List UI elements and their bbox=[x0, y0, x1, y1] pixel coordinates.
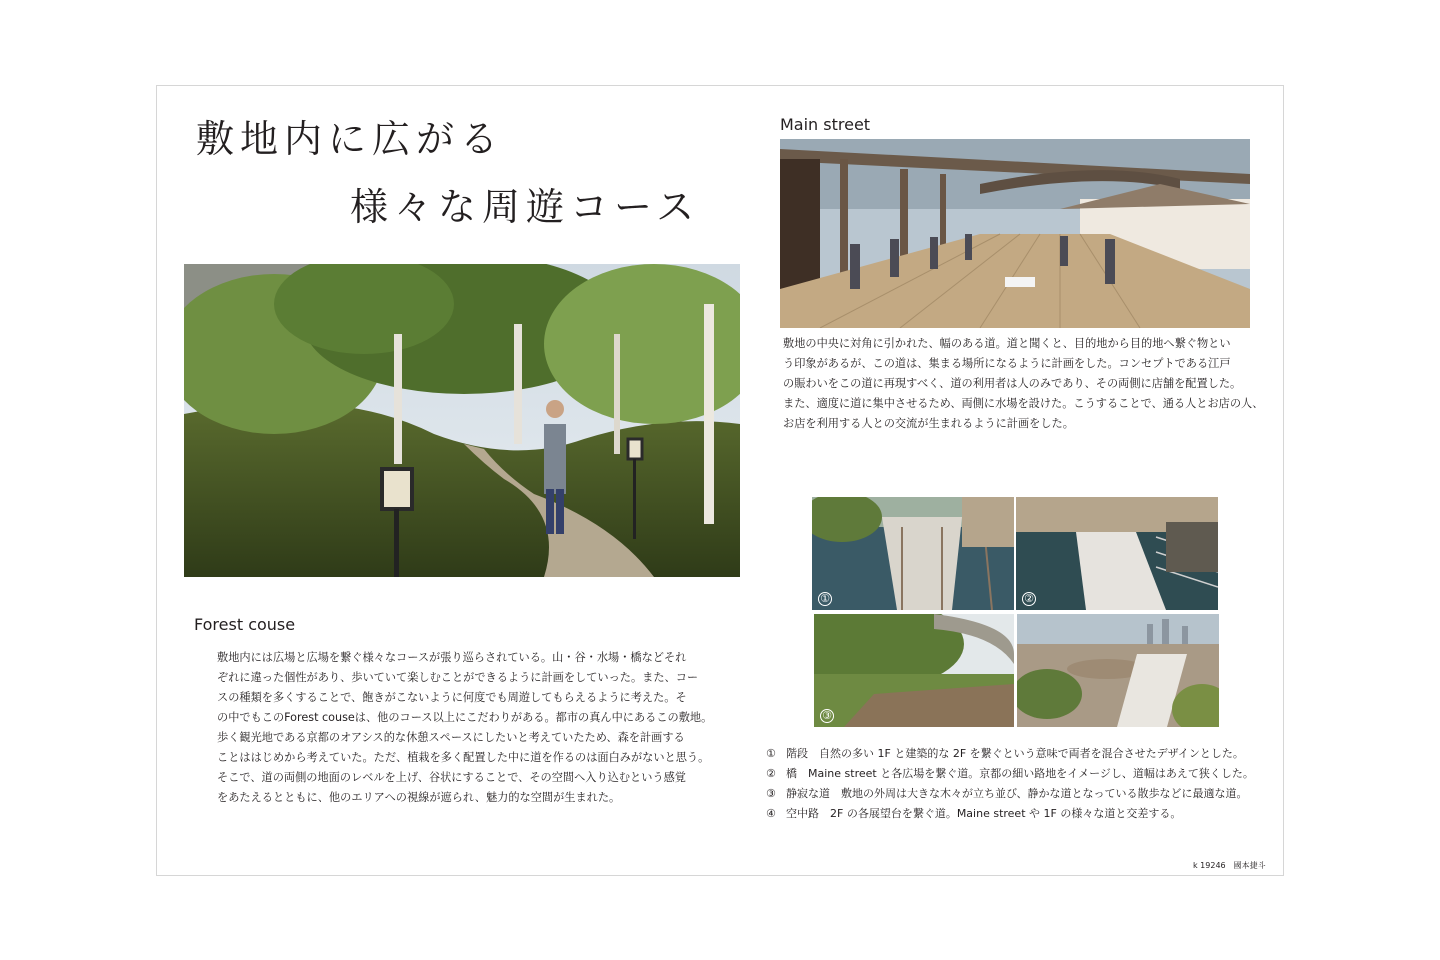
stairs-rendering bbox=[812, 497, 1014, 610]
forest-line: スの種類を多くすることで、飽きがこないように何度でも周遊してもらえるように考えた。そ bbox=[217, 691, 687, 704]
main-street-line: お店を利用する人との交流が生まれるように計画をした。 bbox=[783, 417, 1074, 430]
forest-line: ぞれに違った個性があり、歩いていて楽しむことができるように計画をしていった。また、コー bbox=[217, 671, 699, 684]
page-title-line-1: 敷地内に広がる bbox=[196, 117, 505, 161]
forest-line: 歩く観光地である京都のオアシス的な休憩スペースにしたいと考えていたため、森を計画する bbox=[217, 731, 685, 744]
legend-number: ④ bbox=[766, 807, 776, 820]
author-credit: k 19246 國本捷斗 bbox=[1193, 861, 1266, 870]
legend-item bbox=[766, 744, 1254, 764]
bridge-number-label: ② bbox=[1022, 592, 1036, 606]
forest-course-rendering bbox=[184, 264, 740, 577]
main-street-line: う印象があるが、この道は、集まる場所になるように計画をした。コンセプトである江戸 bbox=[783, 357, 1231, 370]
forest-line: の中でもこのForest couseは、他のコース以上にこだわりがある。都市の真ん中にあるこの敷地。 bbox=[217, 711, 713, 724]
forest-line: 敷地内には広場と広場を繋ぐ様々なコースが張り巡らされている。山・谷・水場・橋などそれ bbox=[217, 651, 687, 664]
forest-course-heading: Forest couse bbox=[194, 615, 296, 634]
legend-item bbox=[766, 804, 1254, 824]
legend-text: 階段 自然の多い 1F と建築的な 2F を繋ぐという意味で両者を混合させたデザインとした。 bbox=[786, 747, 1244, 760]
main-street-line: の賑わいをこの道に再現すべく、道の利用者は人のみであり、その両側に店舗を配置した。 bbox=[783, 377, 1242, 390]
forest-line: をあたえるとともに、他のエリアへの視線が遮られ、魅力的な空間が生まれた。 bbox=[217, 791, 621, 804]
forest-line: ことははじめから考えていた。ただ、植栽を多く配置した中に道を作るのは面白みがないと思う。 bbox=[217, 751, 710, 764]
bridge-rendering bbox=[1016, 497, 1218, 610]
legend-text: 空中路 2F の各展望台を繋ぐ道。Maine street や 1F の様々な道と交差する。 bbox=[786, 807, 1182, 820]
main-street-line: 敷地の中央に対角に引かれた、幅のある道。道と聞くと、目的地から目的地へ繋ぐ物とい bbox=[783, 337, 1231, 350]
main-street-rendering bbox=[780, 139, 1250, 328]
stairs-number-label: ① bbox=[818, 592, 832, 606]
page-title-line-2: 様々な周遊コース bbox=[350, 185, 701, 229]
forest-line: そこで、道の両側の地面のレベルを上げ、谷状にすることで、その空間へ入り込むという感覚 bbox=[217, 771, 686, 784]
main-street-heading: Main street bbox=[780, 115, 871, 134]
legend-number: ② bbox=[766, 767, 776, 780]
quiet-path-rendering bbox=[814, 614, 1014, 727]
skyway-rendering bbox=[1017, 614, 1219, 727]
legend-number: ① bbox=[766, 747, 776, 760]
legend-text: 静寂な道 敷地の外周は大きな木々が立ち並び、静かな道となっている散歩などに最適な道。 bbox=[786, 787, 1248, 800]
main-street-description bbox=[783, 334, 1263, 434]
legend-number: ③ bbox=[766, 787, 776, 800]
main-street-line: また、適度に道に集中させるため、両側に水場を設けた。こうすることで、通る人とお店の人、 bbox=[783, 397, 1264, 410]
quiet-path-number-label: ③ bbox=[820, 709, 834, 723]
legend-item bbox=[766, 784, 1254, 804]
course-legend bbox=[766, 744, 1254, 824]
legend-item bbox=[766, 764, 1254, 784]
legend-text: 橋 Maine street と各広場を繋ぐ道。京都の細い路地をイメージし、道幅はあえて狭くした。 bbox=[786, 767, 1254, 780]
forest-course-description bbox=[217, 648, 712, 808]
